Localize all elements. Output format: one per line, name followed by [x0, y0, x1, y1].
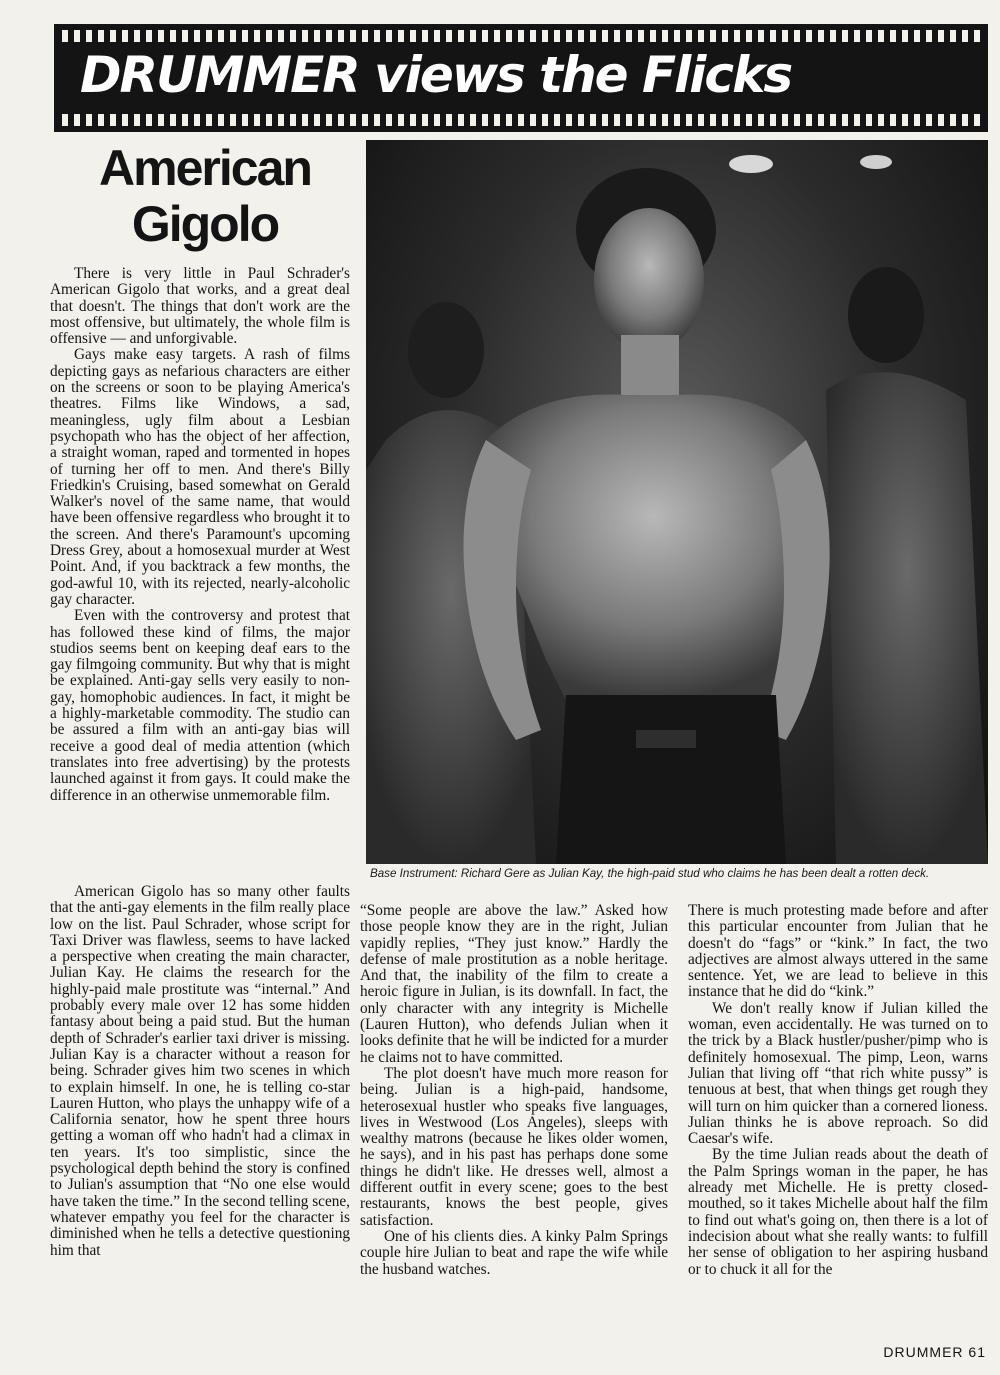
paragraph: Gays make easy targets. A rash of films depicting gays as nefarious characters are either on the screens or soon to be playing America's theatres. Films like Windows, a sad, meaningless, ugly film about a Lesbian psychopath who has the object of her affection, a straight woman, raped and tormented in hopes of turning her off to men. And there's Billy Friedkin's Cruising, based somewhat on Gerald Walker's novel of the same name, that would have been offensive regardless who brought it to the screen. And there's Paramount's upcoming Dress Grey, about a homosexual murder at West Point. And, if you backtrack a few months, the god-awful 10, with its rejected, nearly-alcoholic gay character.	[50, 346, 350, 608]
paragraph: American Gigolo has so many other faults that the anti-gay elements in the film really place low on the list. Paul Schrader, whose script for Taxi Driver was flawless, seems to have lacked a perspective when creating the main character, Julian Kay. He claims the research for the highly-paid male prostitute was “internal.” And probably every male over 12 has some hidden fantasy about being a paid stud. But the human depth of Schrader's earlier taxi driver is missing. Julian Kay is a character without a reason for being. Schrader gives him two scenes in which to explain himself. In one, he is telling co-star Lauren Hutton, who plays the unhappy wife of a California senator, how he spent three hours getting a woman off who hadn't had a climax in ten years. It's too simplistic, since the psychological depth behind the story is confined to Julian's assumption that “No one else would have taken the time.” In the second telling scene, whatever empathy you feel for the character is diminished when he tells a detective questioning him that	[50, 883, 350, 1259]
paragraph: Even with the controversy and protest that has followed these kind of films, the major studios seems bent on keeping deaf ears to the gay filmgoing community. But why that is might be explained. Anti-gay sells very easily to non-gay, homophobic audiences. In fact, it might be a highly-marketable commodity. The studio can be assured a film with an anti-gay bias will receive a good deal of media attention (which translates into free advertising) by the protests launched against it from gays. It could make the difference in an otherwise unmemorable film.	[50, 607, 350, 804]
paragraph: “Some people are above the law.” Asked how those people know they are in the right, Julian vapidly replies, “They just know.” Hardly the defense of male prostitution as a noble heritage. And that, the inability of the film to create a heroic figure in Julian, is its downfall. In fact, the only character with any integrity is Michelle (Lauren Hutton), who defends Julian when it looks definite that he will be indicted for a murder he claims not to have committed.	[360, 902, 668, 1066]
paragraph: The plot doesn't have much more reason for being. Julian is a high-paid, handsome, heterosexual hustler who speaks five languages, lives in Westwood (Los Angeles), sleeps with wealthy matrons (because he likes older women, he says), and in his past has perhaps done some things he didn't like. He dresses well, almost a different outfit in every scene; goes to the best restaurants, knows the best people, gives satisfaction.	[360, 1064, 668, 1229]
paragraph: There is much protesting made before and after this particular encounter from Julian that he doesn't do “fags” or “kink.” In fact, the two adjectives are almost always uttered in the same sentence. Yet, we are lead to believe in this instance that he did do “kink.”	[688, 902, 988, 1001]
section-title: DRUMMER views the Flicks	[80, 46, 792, 104]
photo-caption: Base Instrument: Richard Gere as Julian Kay, the high-paid stud who claims he has been dealt a rotten deck.	[370, 867, 930, 880]
article-column-2	[360, 903, 668, 1278]
paragraph: There is very little in Paul Schrader's American Gigolo that works, and a great deal that doesn't. The things that don't work are the most offensive, but ultimately, the whole film is offensive — and unforgivable.	[50, 265, 350, 348]
article-column-1-top	[50, 266, 350, 804]
article-column-3	[688, 903, 988, 1278]
headline-line-1: American	[99, 140, 311, 196]
article-column-1-bottom	[50, 884, 350, 1259]
paragraph: One of his clients dies. A kinky Palm Springs couple hire Julian to beat and rape the wife while the husband watches.	[360, 1227, 668, 1278]
film-strip-banner	[54, 24, 988, 132]
paragraph: We don't really know if Julian killed the woman, even accidentally. He was turned on to the trick by a Black hustler/pusher/pimp who is definitely homosexual. The pimp, Leon, warns Julian that living off “that rich white pussy” is tenuous at best, that when things get rough they will turn on him quicker than a cornered lioness. Julian thinks he is above reproach. So did Caesar's wife.	[688, 999, 988, 1148]
film-sprocket-holes-top	[62, 30, 980, 42]
headline-line-2: Gigolo	[131, 196, 279, 252]
article-headline	[50, 140, 360, 252]
movie-still-photo	[366, 140, 988, 864]
film-sprocket-holes-bottom	[62, 114, 980, 126]
page-footer: DRUMMER 61	[883, 1344, 986, 1360]
paragraph: By the time Julian reads about the death of the Palm Springs woman in the paper, he has already met Michelle. He is pretty closed-mouthed, so it takes Michelle about half the film to find out what's going on, then there is a lot of indecision about what she really wants: to fulfill her sense of obligation to her aspiring husband or to chuck it all for the	[688, 1146, 988, 1278]
